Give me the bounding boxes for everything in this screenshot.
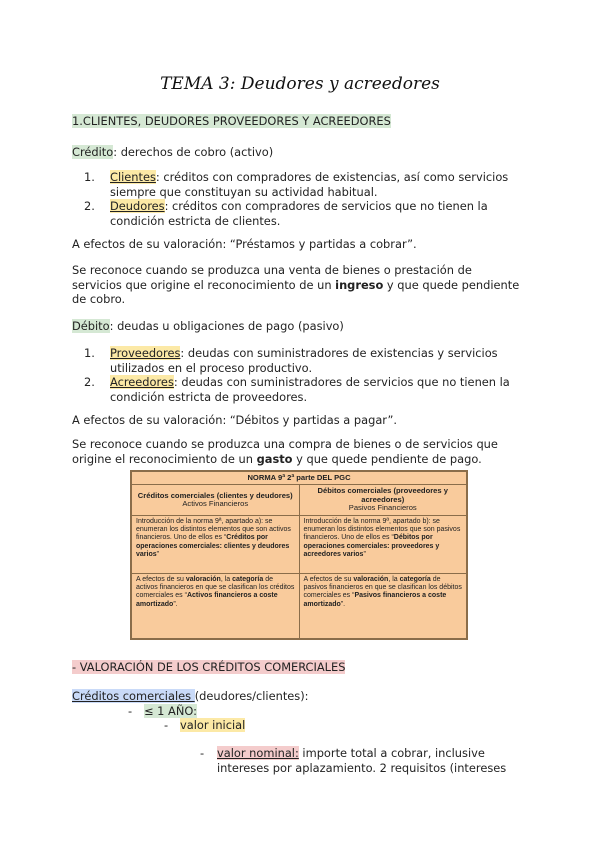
- bullet-item: [164, 718, 245, 733]
- table-cell: [299, 573, 467, 638]
- section-heading-text: 1.CLIENTES, DEUDORES PROVEEDORES Y ACREEDORES: [72, 114, 391, 128]
- list-text: utilizados en el proceso productivo.: [110, 360, 313, 375]
- cell-text: A efectos de su: [136, 575, 186, 583]
- section-heading-clientes: [72, 114, 391, 129]
- cell-text: , la: [388, 575, 400, 583]
- list-text: : deudas con suministradores de servicios que no tienen la: [173, 375, 510, 389]
- credito-reconoce: [72, 263, 527, 307]
- bullet-dash: -: [200, 746, 205, 760]
- cell-text: , la: [220, 575, 233, 583]
- debito-definition: [72, 319, 344, 334]
- cell-bold: Activos financieros a coste amortizado: [136, 592, 278, 608]
- list-text: : deudas con suministradores de existencias y servicios: [180, 346, 498, 360]
- col-subtitle: Activos Financieros: [182, 499, 249, 509]
- cell-bold: Créditos por operaciones comerciales: clientes y deudores varios: [136, 534, 290, 559]
- credito-valoracion: A efectos de su valoración: “Préstamos y partidas a cobrar”.: [72, 237, 417, 251]
- debito-valoracion: A efectos de su valoración: “Débitos y partidas a pagar”.: [72, 413, 397, 427]
- credito-definition: [72, 145, 273, 160]
- list-item: [84, 199, 527, 228]
- cell-text: de activos financieros en que se clasifican los créditos comerciales es “: [136, 575, 295, 600]
- paragraph-text: servicios que origine el reconocimiento de un: [72, 277, 336, 292]
- gasto-bold: gasto: [256, 451, 293, 466]
- table-col-debitos: [299, 485, 467, 515]
- cell-text: A efectos de su: [303, 575, 354, 583]
- cell-bold: Pasivos financieros a coste amortizado: [303, 592, 447, 608]
- col-title: Débitos comerciales (proveedores y acreedores): [317, 486, 448, 504]
- paragraph-text: origine el reconocimiento de un: [72, 451, 257, 466]
- cell-bold: categoría: [232, 575, 264, 583]
- list-number: 1.: [84, 170, 95, 184]
- cell-bold: Débitos por operaciones comerciales: proveedores y acreedores varios: [303, 534, 440, 559]
- bullet-dash: -: [128, 704, 133, 718]
- debito-reconoce: [72, 437, 527, 466]
- deudores-term: Deudores: [110, 199, 165, 213]
- norma-table: [130, 470, 468, 640]
- cell-text: ”.: [173, 600, 178, 608]
- bullet-item: [128, 704, 197, 719]
- paragraph-text: de cobro.: [72, 292, 126, 307]
- valor-nominal-term: valor nominal:: [217, 746, 299, 760]
- section-heading-valoracion: [72, 660, 345, 675]
- paragraph-text: y que quede pendiente: [383, 277, 520, 292]
- list-text: condición estricta de proveedores.: [110, 389, 308, 404]
- bullet-text: intereses por aplazamiento. 2 requisitos (intereses: [217, 760, 507, 775]
- bullet-text: valor inicial: [180, 718, 246, 732]
- col-title: Créditos comerciales (clientes y deudores): [137, 490, 293, 500]
- table-col-creditos: [132, 485, 300, 515]
- list-number: 1.: [84, 346, 95, 360]
- list-text: : créditos con compradores de existencias, así como servicios: [155, 170, 509, 184]
- paragraph-text: Se reconoce cuando se produzca una compra de bienes o de servicios que: [72, 437, 498, 451]
- clientes-term: Clientes: [110, 170, 156, 184]
- credito-def: : derechos de cobro (activo): [113, 145, 274, 159]
- cell-bold: valoración: [353, 575, 389, 583]
- cell-text: ”: [156, 551, 159, 559]
- paragraph-text: y que quede pendiente de pago.: [292, 451, 482, 466]
- bullet-dash: -: [164, 718, 169, 732]
- list-text: condición estricta de clientes.: [110, 213, 281, 228]
- debito-term: Débito: [72, 319, 110, 333]
- cell-text: de pasivos financieros en que se clasifican los débitos comerciales es “: [303, 575, 462, 600]
- section-heading-text: - VALORACIÓN DE LOS CRÉDITOS COMERCIALES: [72, 660, 346, 674]
- cell-bold: valoración: [185, 575, 221, 583]
- bullet-text: importe total a cobrar, inclusive: [298, 746, 485, 760]
- list-item: [84, 170, 527, 199]
- table-header: NORMA 9ª 2ª parte DEL PGC: [132, 472, 467, 485]
- paragraph-text: (deudores/clientes):: [194, 689, 309, 703]
- table-cell: [132, 573, 300, 638]
- list-item: [84, 346, 527, 375]
- cell-bold: categoría: [399, 575, 431, 583]
- bullet-item: [200, 746, 527, 775]
- paragraph-text: Se reconoce cuando se produzca una venta de bienes o prestación de: [72, 263, 472, 277]
- col-subtitle: Pasivos Financieros: [348, 503, 417, 513]
- creditos-comerciales-line: [72, 689, 309, 704]
- list-number: 2.: [84, 375, 95, 389]
- list-item: [84, 375, 527, 404]
- table-cell: [299, 515, 467, 573]
- proveedores-term: Proveedores: [110, 346, 181, 360]
- debito-def: : deudas u obligaciones de pago (pasivo): [109, 319, 344, 333]
- cell-text: ”.: [340, 600, 346, 608]
- creditos-comerciales-term: Créditos comerciales: [72, 689, 195, 703]
- cell-text: Introducción de la norma 9ª, apartado b): se enumeran los distintos elementos que son pasivos financieros. Uno de ellos es “: [303, 517, 461, 542]
- ingreso-bold: ingreso: [335, 277, 384, 292]
- acreedores-term: Acreedores: [110, 375, 174, 389]
- cell-text: Introducción de la norma 9ª, apartado a): se enumeran los distintos elementos que son activos financieros. Uno de ellos es “: [136, 517, 291, 542]
- list-text: siempre que constituyan su actividad habitual.: [110, 184, 378, 199]
- cell-text: ”: [363, 551, 366, 559]
- list-number: 2.: [84, 199, 95, 213]
- credito-term: Crédito: [72, 145, 114, 159]
- table-cell: [132, 515, 300, 573]
- page-title: TEMA 3: Deudores y acreedores: [160, 74, 440, 94]
- bullet-text: ≤ 1 AÑO:: [144, 704, 197, 718]
- list-text: : créditos con compradores de servicios que no tienen la: [164, 199, 488, 213]
